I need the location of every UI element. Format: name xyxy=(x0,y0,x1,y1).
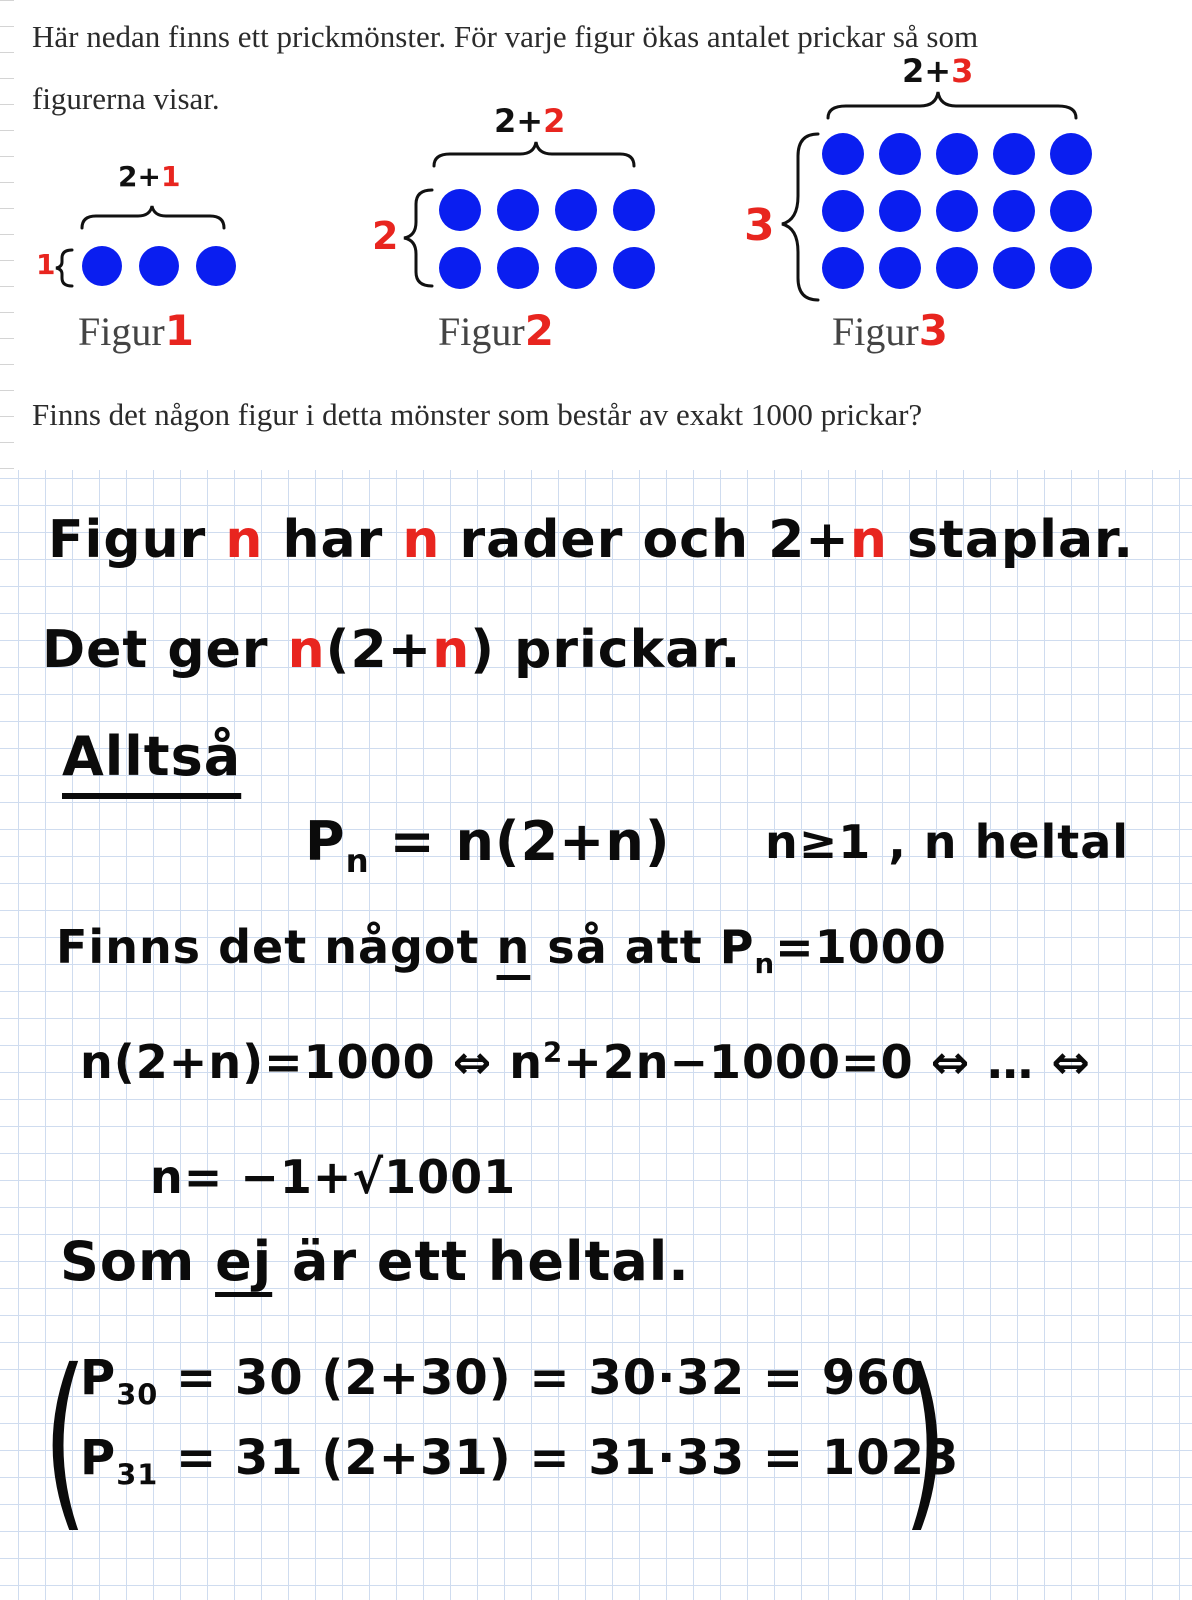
l10-p: P xyxy=(80,1430,117,1486)
figure-2-rows-label: 2 xyxy=(372,214,399,258)
l2-c: ) prickar. xyxy=(470,620,742,680)
figure-1-top-added: 1 xyxy=(160,160,181,193)
figure-2-side-brace xyxy=(404,190,432,286)
figure-2-dot xyxy=(555,189,597,231)
figure-3-dot xyxy=(1050,247,1092,289)
l5-c: =1000 xyxy=(775,920,947,974)
l4-sub: n xyxy=(345,841,370,880)
l2-n1: n xyxy=(287,620,326,680)
figure-3-dot xyxy=(879,247,921,289)
figure-3-dot xyxy=(822,133,864,175)
l8-b: är ett heltal. xyxy=(272,1230,690,1293)
figure-2-dot xyxy=(439,189,481,231)
figure-3-dot xyxy=(993,247,1035,289)
l1-n2: n xyxy=(402,510,441,570)
figure-2-number: 2 xyxy=(524,306,554,355)
l6-a: n(2+n)=1000 ⇔ n xyxy=(80,1035,543,1089)
formula-condition: n≥1 , n heltal xyxy=(765,815,1130,869)
left-parenthesis: ( xyxy=(42,1329,88,1550)
figure-3-caption-text: Figur xyxy=(832,309,919,354)
intro-line-2: figurerna visar. xyxy=(32,81,220,116)
figure-1-dot xyxy=(139,246,179,286)
l5-a: Finns det något xyxy=(56,920,497,974)
figure-3-dot xyxy=(879,190,921,232)
note-line-1 xyxy=(48,510,1134,570)
figure-3-dot xyxy=(993,190,1035,232)
note-question xyxy=(56,920,947,980)
dots-group xyxy=(82,133,1092,289)
l1-c: rader och 2+ xyxy=(440,510,850,570)
l1-a: Figur xyxy=(48,510,226,570)
figure-3-dot xyxy=(936,247,978,289)
figure-3-top-brace xyxy=(828,92,1076,118)
question-text: Finns det någon figur i detta mönster som består av exakt 1000 prickar? xyxy=(32,397,923,432)
figure-2-dot xyxy=(497,247,539,289)
figure-2-caption xyxy=(438,306,554,355)
figure-3-top-added: 3 xyxy=(951,52,974,90)
figure-1-side-brace xyxy=(56,250,72,286)
figure-2-dot xyxy=(555,247,597,289)
note-alltsa: Alltså xyxy=(62,725,242,788)
figure-2-top-base: 2+ xyxy=(494,102,544,140)
figure-1-top-brace xyxy=(82,206,224,228)
l2-n2: n xyxy=(432,620,471,680)
l5-b: så att xyxy=(530,920,720,974)
l5-sub: n xyxy=(754,947,776,981)
conclusion-line xyxy=(60,1230,690,1293)
l6-sup: 2 xyxy=(542,1035,564,1069)
l1-n3: n xyxy=(849,510,888,570)
l9-sub: 30 xyxy=(116,1377,159,1412)
figure-3-dot xyxy=(993,133,1035,175)
figure-1-number: 1 xyxy=(164,306,194,355)
figure-2-top-brace xyxy=(434,142,634,166)
p30-line xyxy=(80,1350,925,1412)
figure-3-dot xyxy=(936,190,978,232)
p31-line xyxy=(80,1430,959,1492)
l10-rest: = 31 (2+31) = 31·33 = 1023 xyxy=(158,1430,960,1486)
figure-3-dot xyxy=(1050,190,1092,232)
figure-2-dot xyxy=(613,189,655,231)
l9-p: P xyxy=(80,1350,117,1406)
figure-1-rows-label: 1 xyxy=(36,248,56,281)
figure-3-caption xyxy=(832,306,948,355)
figure-2-dot xyxy=(439,247,481,289)
equation-line xyxy=(80,1035,1091,1089)
l4-p: P xyxy=(305,810,346,873)
right-parenthesis: ) xyxy=(902,1329,948,1550)
l1-d: staplar. xyxy=(887,510,1135,570)
figure-1-dot xyxy=(196,246,236,286)
figure-2-dot xyxy=(497,189,539,231)
l5-p: P xyxy=(719,920,755,974)
figure-3-top-label xyxy=(902,52,973,90)
figure-1-caption xyxy=(78,306,194,355)
l9-rest: = 30 (2+30) = 30·32 = 960 xyxy=(158,1350,926,1406)
l6-b: +2n−1000=0 ⇔ … ⇔ xyxy=(563,1035,1091,1089)
figure-2-top-added: 2 xyxy=(543,102,566,140)
figure-3-dot xyxy=(936,133,978,175)
solution-line: n= −1+√1001 xyxy=(150,1150,517,1204)
figure-1-caption-text: Figur xyxy=(78,309,165,354)
figure-3-rows-label: 3 xyxy=(744,200,775,251)
figure-2-dot xyxy=(613,247,655,289)
figure-3-dot xyxy=(822,190,864,232)
handwritten-solution xyxy=(0,470,1192,1600)
figure-3-dot xyxy=(879,133,921,175)
l8-a: Som xyxy=(60,1230,216,1293)
formula-pn xyxy=(305,810,671,880)
l1-b: har xyxy=(263,510,403,570)
figure-1-dot xyxy=(82,246,122,286)
l2-a: Det ger xyxy=(42,620,288,680)
figure-3-dot xyxy=(822,247,864,289)
l1-n1: n xyxy=(225,510,264,570)
l10-sub: 31 xyxy=(116,1457,159,1492)
figure-3-dot xyxy=(1050,133,1092,175)
figure-3-side-brace xyxy=(782,134,818,300)
problem-statement xyxy=(0,0,1192,470)
figure-2-caption-text: Figur xyxy=(438,309,525,354)
l5-n: n xyxy=(496,920,531,974)
figure-3-number: 3 xyxy=(918,306,948,355)
note-line-2 xyxy=(42,620,741,680)
figure-3-top-base: 2+ xyxy=(902,52,952,90)
figure-1-top-label xyxy=(118,160,180,193)
l8-ej: ej xyxy=(215,1230,273,1293)
figure-1-top-base: 2+ xyxy=(118,160,161,193)
l4-rest: = n(2+n) xyxy=(369,810,671,873)
l2-b: (2+ xyxy=(325,620,433,680)
intro-line-1: Här nedan finns ett prickmönster. För varje figur ökas antalet prickar så som xyxy=(32,19,979,54)
figure-2-top-label xyxy=(494,102,565,140)
